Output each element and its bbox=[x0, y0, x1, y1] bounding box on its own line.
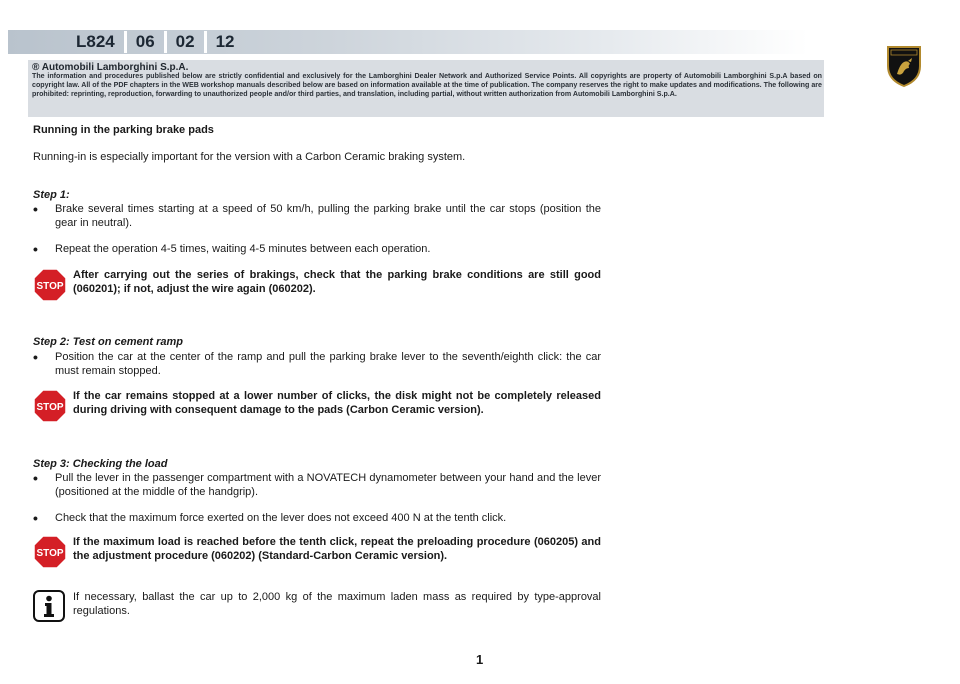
bullet-text: Position the car at the center of the ramp and pull the parking brake lever to the seventh/eighth click: the car must remain stopped. bbox=[55, 351, 601, 377]
warning-text: If the maximum load is reached before the tenth click, repeat the preloading procedure (060205) and the adjustment procedure (060202) (Standard-Carbon Ceramic version). bbox=[73, 536, 601, 562]
section-title: Running in the parking brake pads bbox=[33, 124, 214, 136]
warning-text: After carrying out the series of brakings, check that the parking brake conditions are still good (060201); if not, adjust the wire again (060202). bbox=[73, 269, 601, 295]
code-part-2: 06 bbox=[135, 32, 155, 51]
bullet-text: Repeat the operation 4-5 times, waiting 4-5 minutes between each operation. bbox=[55, 243, 431, 255]
code-separator bbox=[124, 31, 127, 53]
bullet-icon: • bbox=[33, 510, 38, 526]
list-item bbox=[33, 471, 601, 499]
svg-text:STOP: STOP bbox=[36, 548, 64, 559]
stop-sign-icon bbox=[33, 268, 67, 302]
bullet-icon: • bbox=[33, 470, 38, 486]
copyright-title: ® Automobili Lamborghini S.p.A. bbox=[32, 62, 189, 73]
copyright-notice bbox=[28, 60, 824, 117]
copyright-text: The information and procedures published below are strictly confidential and exclusively for the Lamborghini Dealer Network and Authorized Service Points. All copyrights are property of Automobili Lamborghini S.p.A based on copyright law. All of the PDF chapters in the WEB workshop manuals described below are based on information available at the time of publication. The company reserves the right to make updates and modifications. The following are prohibited: reprinting, reproduction, forwarding to unauthorized people and/or third parties, and translation, including partial, without written authorization from Automobili Lamborghini S.p.A. bbox=[32, 72, 822, 99]
warning-text: If the car remains stopped at a lower number of clicks, the disk might not be completely released during driving with consequent damage to the pads (Carbon Ceramic version). bbox=[73, 390, 601, 416]
stop-sign-icon bbox=[33, 389, 67, 423]
code-part-4: 12 bbox=[215, 32, 235, 51]
list-item bbox=[33, 350, 601, 378]
bullet-text: Pull the lever in the passenger compartment with a NOVATECH dynamometer between your hand and the lever (positioned at the middle of the handgrip). bbox=[55, 472, 601, 498]
bullet-text: Check that the maximum force exerted on the lever does not exceed 400 N at the tenth click. bbox=[55, 512, 507, 524]
list-item bbox=[33, 202, 601, 230]
info-icon bbox=[33, 590, 65, 622]
bullet-icon: • bbox=[33, 349, 38, 365]
svg-text:STOP: STOP bbox=[36, 281, 64, 292]
info-text: If necessary, ballast the car up to 2,000 kg of the maximum laden mass as required by type-approval regulations. bbox=[73, 591, 601, 617]
bullet-icon: • bbox=[33, 241, 38, 257]
lamborghini-logo bbox=[886, 44, 922, 88]
stop-sign-icon bbox=[33, 535, 67, 569]
code-separator bbox=[204, 31, 207, 53]
bullet-text: Brake several times starting at a speed of 50 km/h, pulling the parking brake until the car stops (position the gear in neutral). bbox=[55, 203, 601, 229]
bullet-icon: • bbox=[33, 201, 38, 217]
list-item bbox=[33, 242, 601, 256]
step-3-title: Step 3: Checking the load bbox=[33, 458, 168, 470]
list-item bbox=[33, 511, 601, 525]
page-number: 1 bbox=[476, 652, 484, 667]
code-part-3: 02 bbox=[175, 32, 195, 51]
code-separator bbox=[164, 31, 167, 53]
section-intro: Running-in is especially important for the version with a Carbon Ceramic braking system. bbox=[33, 151, 466, 163]
code-part-1: L824 bbox=[76, 32, 115, 51]
svg-text:STOP: STOP bbox=[36, 402, 64, 413]
step-2-title: Step 2: Test on cement ramp bbox=[33, 336, 183, 348]
document-code bbox=[70, 30, 241, 54]
step-1-title: Step 1: bbox=[33, 189, 70, 201]
